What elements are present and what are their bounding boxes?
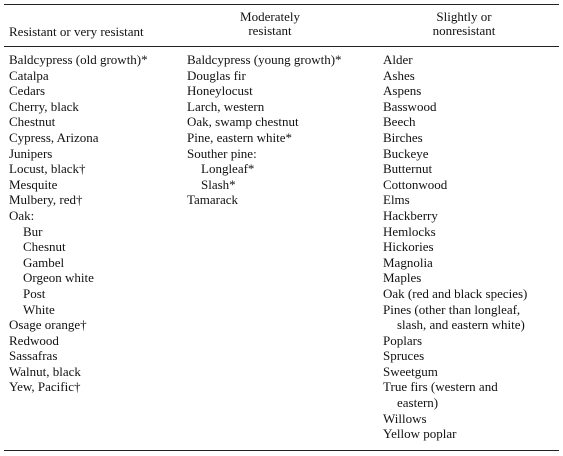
list-item: Ashes [383,67,415,83]
list-subitem: Bur [23,223,43,239]
list-item: Cypress, Arizona [9,129,99,145]
list-item: Hackberry [383,207,438,223]
header-slightly-line1: Slightly or [436,9,492,24]
list-item: Willows [383,410,427,426]
list-item: Spruces [383,348,425,364]
list-item: Sassafras [9,348,58,364]
list-item: Birches [383,129,423,145]
list-item: Honeylocust [187,83,253,99]
slightly-nonresistant-column [383,52,527,442]
list-item: Pine, eastern white* [187,129,293,145]
list-item: Cottonwood [383,176,448,192]
list-subitem: White [23,301,55,317]
list-item: Butternut [383,161,433,177]
header-moderately-resistant [185,10,355,38]
list-subitem: Slash* [201,176,236,192]
list-item: Poplars [383,332,422,348]
list-item: Beech [383,114,416,130]
list-item: Mesquite [9,176,58,192]
moderately-resistant-column [187,52,342,208]
resistant-column [9,52,148,395]
list-item: Basswood [383,98,437,114]
list-item: Elms [383,192,410,208]
list-item: Oak: [9,207,35,223]
header-moderately-line1: Moderately [240,9,300,24]
table-top-rule [4,4,559,5]
list-item: Douglas fir [187,67,246,83]
list-item: Oak (red and black species) [383,285,528,301]
list-item: True firs (western and [383,379,498,395]
header-resistant-text: Resistant or very resistant [9,24,144,39]
list-item: Baldcypress (old growth)* [9,52,148,67]
list-subitem: Post [23,285,46,301]
list-item: Mulbery, red† [9,192,83,208]
list-item: Pines (other than longleaf, [383,301,521,317]
list-item: Yellow poplar [383,426,457,442]
list-item: Yew, Pacific† [9,379,81,395]
header-moderately-line2: resistant [248,23,292,38]
list-item: Maples [383,270,422,286]
list-subitem: Gambel [23,254,65,270]
list-item: Sweetgum [383,363,438,379]
list-item: Tamarack [187,192,239,208]
list-item: Chestnut [9,114,56,130]
list-item-continuation: slash, and eastern white) [397,317,525,333]
list-item: Souther pine: [187,145,257,161]
list-item: Baldcypress (young growth)* [187,52,342,67]
table-bottom-rule [4,450,559,451]
list-item: Larch, western [187,98,265,114]
list-item: Catalpa [9,67,49,83]
header-slightly-line2: nonresistant [432,23,496,38]
list-subitem: Orgeon white [23,270,94,286]
list-item: Junipers [9,145,53,161]
list-item: Oak, swamp chestnut [187,114,299,130]
list-item: Redwood [9,332,59,348]
list-item: Hickories [383,239,434,255]
list-item: Locust, black† [9,161,86,177]
list-item: Magnolia [383,254,433,270]
list-subitem: Chesnut [23,239,66,255]
list-item-continuation: eastern) [397,395,439,411]
list-item: Cherry, black [9,98,79,114]
list-item: Hemlocks [383,223,436,239]
list-item: Alder [383,52,413,67]
header-resistant [9,25,144,39]
list-item: Buckeye [383,145,429,161]
list-item: Walnut, black [9,363,81,379]
list-subitem: Longleaf* [201,161,255,177]
header-slightly-nonresistant [383,10,545,38]
list-item: Cedars [9,83,46,99]
list-item: Osage orange† [9,317,87,333]
header-rule [4,46,559,47]
list-item: Aspens [383,83,422,99]
